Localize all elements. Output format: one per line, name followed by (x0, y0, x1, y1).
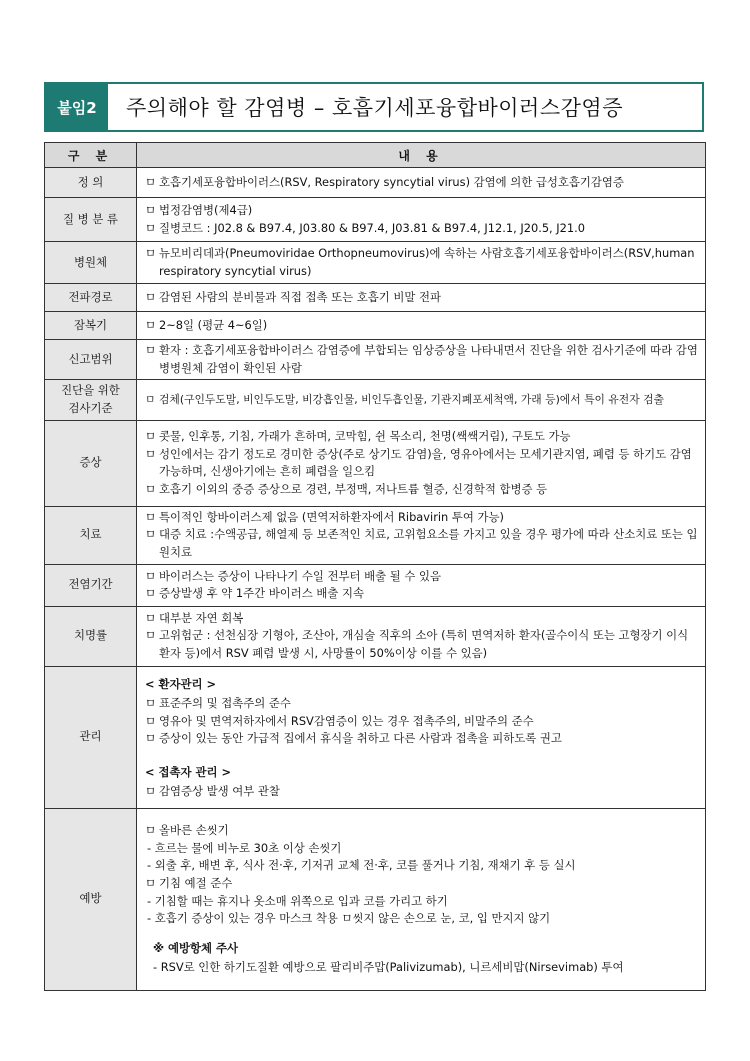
label-definition: 정 의 (45, 168, 137, 198)
col-header-content: 내 용 (137, 143, 706, 168)
list-item: ㅁ 증상발생 후 약 1주간 바이러스 배출 지속 (145, 586, 365, 601)
list-item: ㅁ 질병코드 : J02.8 & B97.4, J03.80 & B97.4, J03.81 & B97.4, J12.1, J20.5, J21.0 (145, 220, 586, 235)
list-item: ㅁ 법정감염병(제4급) (145, 202, 253, 217)
page-title: 주의해야 할 감염병 – 호흡기세포융합바이러스감염증 (126, 96, 623, 120)
label-prevention: 예방 (45, 808, 137, 990)
list-item: ㅁ 콧물, 인후통, 기침, 가래가 흔하며, 코막힘, 쉰 목소리, 천명(쌕쌕거림), 구토도 가능 (145, 428, 571, 443)
list-item: ㅁ 바이러스는 증상이 나타나기 수일 전부터 배출 될 수 있음 (145, 568, 442, 583)
label-fatality: 치명률 (45, 606, 137, 666)
list-subitem: - 흐르는 물에 비누로 30초 이상 손씻기 (147, 840, 342, 855)
row-pathogen (45, 242, 706, 284)
patient-management-heading: < 환자관리 > (145, 677, 217, 692)
row-transmission (45, 284, 706, 312)
row-incubation (45, 312, 706, 340)
vaccine-heading: ※ 예방항체 주사 (153, 941, 239, 956)
label-pathogen: 병원체 (45, 242, 137, 284)
list-item: ㅁ 특이적인 항바이러스제 없음 (면역저하환자에서 Ribavirin 투여 가능) (145, 509, 504, 524)
title-badge: 붙임2 (46, 84, 108, 130)
list-item: ㅁ 호흡기세포융합바이러스(RSV, Respiratory syncytial virus) 감염에 의한 급성호흡기감염증 (145, 174, 624, 189)
row-contagious (45, 564, 706, 606)
label-management: 관리 (45, 666, 137, 808)
row-management (45, 666, 706, 808)
list-subitem: - 기침할 때는 휴지나 옷소매 위쪽으로 입과 코를 가리고 하기 (147, 893, 448, 908)
contact-management-heading: < 접촉자 관리 > (145, 764, 232, 779)
label-treatment: 치료 (45, 506, 137, 564)
row-prevention (45, 808, 706, 990)
list-item: ㅁ 환자 : 호흡기세포융합바이러스 감염증에 부합되는 임상증상을 나타내면서 진단을 위한 검사기준에 따라 감염병병원체 감염이 확인된 사람 (145, 343, 698, 375)
label-reporting: 신고범위 (45, 340, 137, 380)
list-item: ㅁ 표준주의 및 접촉주의 준수 (145, 695, 291, 710)
list-subitem: - 호흡기 증상이 있는 경우 마스크 착용 ㅁ씻지 않은 손으로 눈, 코, 입 만지지 않기 (147, 911, 551, 926)
title-box (44, 82, 704, 132)
row-reporting (45, 340, 706, 380)
row-fatality (45, 606, 706, 666)
label-transmission: 전파경로 (45, 284, 137, 312)
disease-info-table (44, 142, 706, 991)
row-definition (45, 168, 706, 198)
row-diagnosis (45, 380, 706, 420)
list-item: ㅁ 영유아 및 면역저하자에서 RSV감염증이 있는 경우 접촉주의, 비말주의 준수 (145, 713, 534, 728)
list-subitem: - RSV로 인한 하기도질환 예방으로 팔리비주맙(Palivizumab), 니르세비맙(Nirsevimab) 투여 (153, 959, 624, 974)
list-subitem: - 외출 후, 배변 후, 식사 전·후, 기저귀 교체 전·후, 코를 풀거나 기침, 재채기 후 등 실시 (147, 858, 576, 873)
col-header-category: 구 분 (45, 143, 137, 168)
list-item: ㅁ 감염된 사람의 분비물과 직접 접촉 또는 호흡기 비말 전파 (145, 289, 442, 304)
label-incubation: 잠복기 (45, 312, 137, 340)
list-item: ㅁ 2~8일 (평균 4~6일) (145, 317, 268, 332)
list-item: ㅁ 증상이 있는 동안 가급적 집에서 휴식을 취하고 다른 사람과 접촉을 피하도록 권고 (145, 731, 562, 746)
list-item: ㅁ 성인에서는 감기 정도로 경미한 증상(주로 상기도 감염)을, 영유아에서는 모세기관지염, 폐렴 등 하기도 감염 가능하며, 신생아기에는 흔히 폐렴을 일으킴 (145, 446, 692, 479)
label-symptoms: 증상 (45, 420, 137, 506)
table-header-row (45, 143, 706, 168)
list-item: ㅁ 고위험군 : 선천심장 기형아, 조산아, 개심술 직후의 소아 (특히 면역저하 환자(골수이식 또는 고형장기 이식환자 등)에서 RSV 폐렴 발생 시, 사망률이 50%이상 이를 수 있음) (145, 628, 689, 661)
row-symptoms (45, 420, 706, 506)
label-contagious: 전염기간 (45, 564, 137, 606)
list-item: ㅁ 대부분 자연 회복 (145, 610, 244, 625)
list-item: ㅁ 기침 예절 준수 (145, 876, 233, 891)
row-treatment (45, 506, 706, 564)
label-classification: 질 병 분 류 (45, 198, 137, 242)
list-item: ㅁ 대증 치료 :수액공급, 해열제 등 보존적인 치료, 고위험요소를 가지고 있을 경우 평가에 따라 산소치료 또는 입원치료 (145, 527, 698, 560)
list-item: ㅁ 올바른 손씻기 (145, 823, 229, 838)
list-item: ㅁ 호흡기 이외의 중증 증상으로 경련, 부정맥, 저나트륨 혈증, 신경학적 합병증 등 (145, 481, 548, 496)
list-item: ㅁ 검체(구인두도말, 비인두도말, 비강흡인물, 비인두흡인물, 기관지폐포세척액, 가래 등)에서 특이 유전자 검출 (145, 392, 664, 406)
list-item: ㅁ 감염증상 발생 여부 관찰 (145, 783, 280, 798)
list-item: ㅁ 뉴모비리데과(Pneumoviridae Orthopneumovirus)에 속하는 사람호흡기세포융합바이러스(RSV,human respiratory syncytial virus) (145, 245, 695, 278)
row-classification (45, 198, 706, 242)
label-diagnosis: 진단을 위한 검사기준 (45, 380, 137, 420)
